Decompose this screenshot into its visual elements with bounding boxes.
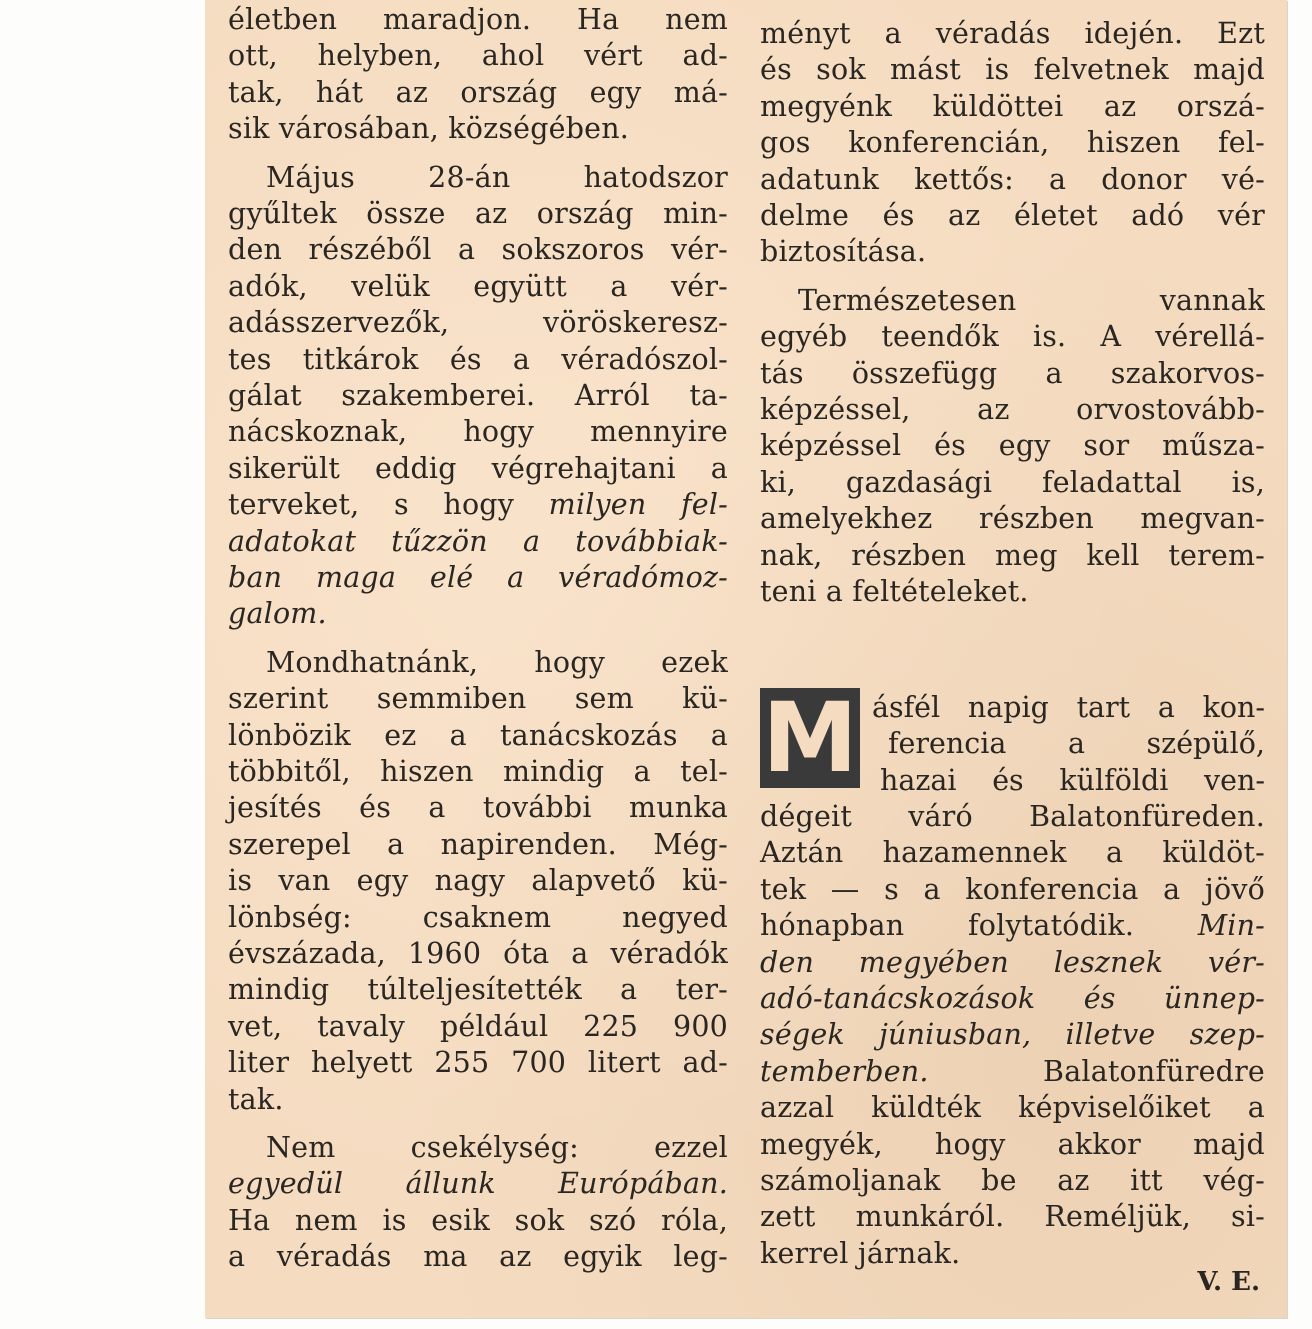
dropcap-text-line: hazai és külföldi ven- — [880, 763, 1265, 797]
text-line: tek — s a konferencia a jövő — [760, 872, 1265, 906]
text-line: egyedül állunk Európában. — [228, 1167, 728, 1201]
text-line: adatokat tűzzön a továbbiak- — [228, 524, 728, 558]
text-line — [760, 908, 1265, 944]
text-line: megyék, hogy akkor majd — [760, 1127, 1265, 1161]
text-line: adók, velük együtt a vér- — [228, 269, 728, 303]
text-line: jesítés és a további munka — [228, 791, 728, 825]
text-line: sikerült eddig végrehajtani a — [228, 451, 728, 485]
text-line: is van egy nagy alapvető kü- — [228, 864, 728, 898]
text-line: azzal küldték képviselőiket a — [760, 1091, 1265, 1125]
text-line: vet, tavaly például 225 900 — [228, 1009, 728, 1043]
text-line: ott, helyben, ahol vért ad- — [228, 39, 728, 73]
text-line: szerint semmiben sem kü- — [228, 682, 728, 716]
text-line: életben maradjon. Ha nem — [228, 3, 728, 36]
text-line: többitől, hiszen mindig a tel- — [228, 755, 728, 788]
dropcap-text-line: ásfél napig tart a kon- — [872, 691, 1265, 724]
text-line: delme és az életet adó vér — [760, 199, 1265, 232]
text-line: sik városában, községében. — [228, 112, 630, 146]
text-line: és sok mást is felvetnek majd — [760, 53, 1265, 87]
text-line: ban maga elé a véradómoz- — [228, 561, 728, 594]
text-line: évszázada, 1960 óta a véradók — [228, 937, 728, 970]
text-line: dégeit váró Balatonfüreden. — [760, 800, 1265, 833]
text-line: tak. — [228, 1082, 284, 1116]
text-line: tak, hát az ország egy má- — [228, 75, 728, 109]
text-line: lönbség: csaknem negyed — [228, 900, 728, 934]
text-line: amelyekhez részben megvan- — [760, 502, 1265, 536]
text-line — [760, 1054, 1265, 1090]
text-line: nak, részben meg kell terem- — [760, 538, 1265, 572]
text-line: den részéből a sokszoros vér- — [228, 233, 728, 267]
text-line: számoljanak be az itt vég- — [760, 1164, 1265, 1197]
dropcap-m — [760, 682, 860, 794]
text-line: adó-tanácskozások és ünnep- — [760, 982, 1265, 1015]
text-line: galom. — [228, 597, 327, 631]
text-line — [228, 487, 728, 523]
text-line: Természetesen vannak — [798, 283, 1265, 317]
text-line: teni a feltételeket. — [760, 575, 1029, 608]
text-plain: Balatonfüredre — [928, 1054, 1265, 1088]
text-line: egyéb teendők is. A vérellá- — [760, 320, 1265, 354]
text-line: Nem csekélység: ezzel — [266, 1131, 728, 1164]
text-line: ményt a véradás idején. Ezt — [760, 17, 1265, 50]
text-line: biztosítása. — [760, 235, 927, 269]
text-line: ki, gazdasági feladattal is, — [760, 465, 1265, 499]
text-line: den megyében lesznek vér- — [760, 945, 1265, 979]
text-line: képzéssel és egy sor műsza- — [760, 429, 1265, 463]
text-line: gos konferencián, hiszen fel- — [760, 126, 1265, 160]
text-line: Mondhatnánk, hogy ezek — [266, 645, 728, 679]
text-line: gálat szakemberei. Arról ta- — [228, 379, 728, 412]
text-italic: Min- — [1197, 909, 1265, 943]
dropcap-letter: M — [762, 682, 858, 794]
text-line: adásszervezők, vöröskeresz- — [228, 306, 728, 340]
text-italic: milyen fel- — [548, 488, 728, 522]
text-line: liter helyett 255 700 litert ad- — [228, 1046, 728, 1080]
text-line: megyénk küldöttei az orszá- — [760, 89, 1265, 123]
text-line: tes titkárok és a véradószol- — [228, 342, 728, 376]
text-line: nácskoznak, hogy mennyire — [228, 415, 728, 449]
text-line: kerrel járnak. — [760, 1236, 961, 1270]
text-line: gyűltek össze az ország min- — [228, 197, 728, 230]
text-plain: terveket, s hogy — [228, 488, 549, 522]
text-line: Ha nem is esik sok szó róla, — [228, 1203, 728, 1237]
text-line: Aztán hazamennek a küldöt- — [760, 836, 1265, 870]
text-line: képzéssel, az orvostovább- — [760, 393, 1265, 426]
text-line: mindig túlteljesítették a ter- — [228, 973, 728, 1007]
text-line: ségek júniusban, illetve szep- — [760, 1018, 1265, 1052]
text-line: lönbözik ez a tanácskozás a — [228, 718, 728, 752]
text-line: tás összefügg a szakorvos- — [760, 356, 1265, 390]
text-line: zett munkáról. Reméljük, si- — [760, 1200, 1265, 1234]
text-italic: temberben. — [760, 1054, 929, 1088]
author-signature: V. E. — [1197, 1267, 1260, 1297]
text-line: adatunk kettős: a donor vé- — [760, 162, 1265, 196]
text-plain: hónapban folytatódik. — [760, 909, 1198, 943]
dropcap-text-line: ferencia a szépülő, — [888, 727, 1265, 761]
text-line: Május 28-án hatodszor — [266, 160, 728, 194]
text-line: szerepel a napirenden. Még- — [228, 827, 728, 861]
text-line: a véradás ma az egyik leg- — [228, 1240, 728, 1274]
